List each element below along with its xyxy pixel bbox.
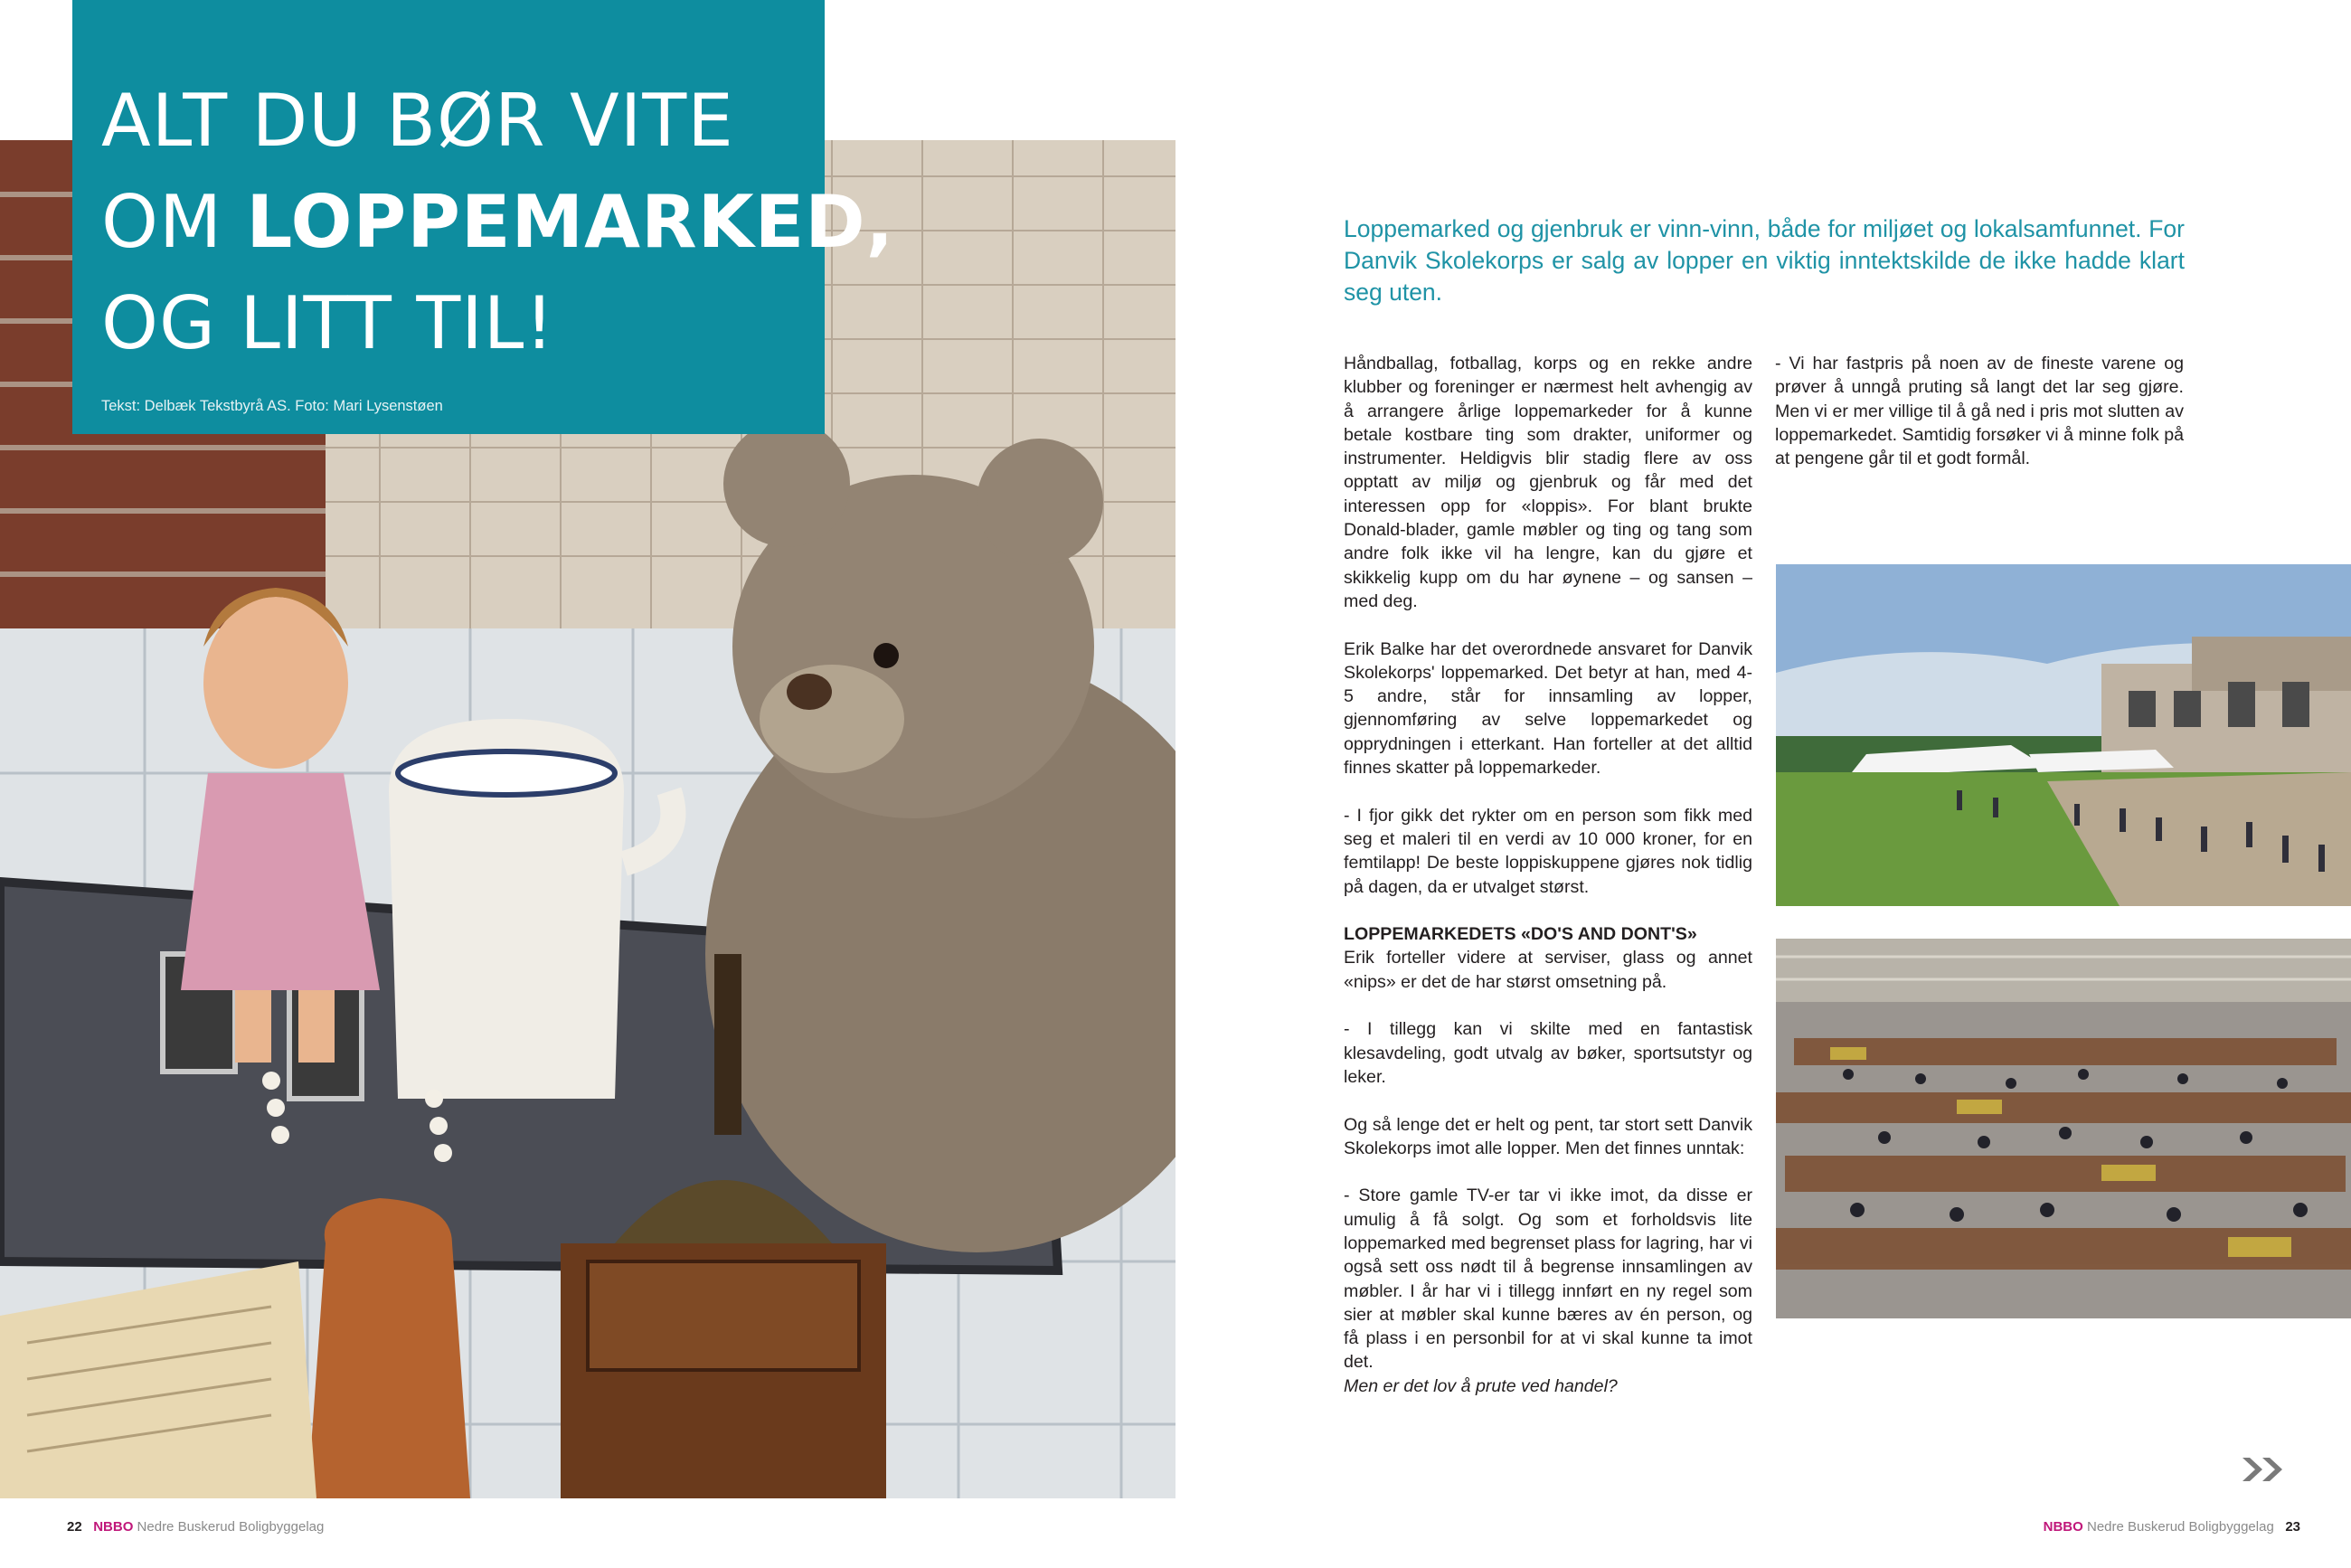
photo-indoor-illustration — [1776, 939, 2351, 1318]
body-column-left — [1344, 352, 1752, 1398]
page-number-right: 23 — [2285, 1519, 2300, 1535]
title-line-2 — [101, 172, 895, 273]
footer-brand-right: NBBO — [2043, 1519, 2083, 1535]
footer-right — [2044, 1519, 2300, 1535]
body-paragraph-3: - I fjor gikk det rykter om en person som fikk med seg et maleri til en verdi av 10 000 kroner, for en femtilapp! De beste loppiskuppene gjøres nok tidlig på dagen, da er utvalget størst. — [1344, 805, 1752, 897]
body-paragraph-7 — [1344, 1184, 1752, 1398]
body-paragraph-6: Og så lenge det er helt og pent, tar stort sett Danvik Skolekorps imot alle lopper. Men det finnes unntak: — [1344, 1114, 1752, 1158]
photo-outdoor-market — [1776, 564, 2351, 906]
section-subheading: LOPPEMARKEDETS «DO'S AND DONT'S» — [1344, 924, 1697, 945]
body-question-italic: Men er det lov å prute ved handel? — [1344, 1375, 1618, 1396]
double-chevron-right-icon — [2241, 1456, 2288, 1483]
body-paragraph-5: - I tillegg kan vi skilte med en fantastisk klesavdeling, godt utvalg av bøker, sportsutstyr og leker. — [1344, 1019, 1752, 1087]
footer-brand-left: NBBO — [93, 1519, 134, 1535]
body-paragraph-1: Håndballag, fotballag, korps og en rekke andre klubber og foreninger er nærmest helt avhengig av å arrangere årlige loppemarkeder for å kunne betale kostbare ting som drakter, uniformer og instrumenter. Heldigvis blir stadig flere av oss opptatt av miljø og gjenbruk og får med det interessen opp for «loppis». For blant brukte Donald-blader, gamle møbler og ting og tang som andre folk ikke vil ha lengre, kan du gjøre et skikkelig kupp om du har øynene – og sansen – med deg. — [1344, 354, 1752, 611]
title-line-3: OG LITT TIL! — [101, 281, 555, 365]
page-number-left: 22 — [67, 1519, 82, 1535]
photo-indoor-market — [1776, 939, 2351, 1318]
lead-paragraph: Loppemarked og gjenbruk er vinn-vinn, både for miljøet og lokalsamfunnet. For Danvik Skolekorps er salg av lopper en viktig inntektskilde de ikke hadde klart seg uten. — [1344, 215, 2185, 306]
title-line-1: ALT DU BØR VITE — [101, 79, 734, 163]
body-paragraph-7-text: - Store gamle TV-er tar vi ikke imot, da disse er umulig å få solgt. Og som et forholdsvis lite loppemarked med begrenset plass for lagring, har vi også sett oss nødt til å begrense innsamlingen av møbler. I år har vi i tillegg innført en ny regel som sier at møbler skal kunne bæres av én person, og få plass i en personbil for at vi skal kunne ta imot det. — [1344, 1185, 1752, 1373]
footer-org-right: Nedre Buskerud Boligbyggelag — [2086, 1519, 2274, 1535]
photo-outdoor-illustration — [1776, 564, 2351, 906]
body-paragraph-8: - Vi har fastpris på noen av de fineste varene og prøver å unngå pruting så langt det lar seg gjøre. Men vi er mer villige til å gå ned i pris mot slutten av loppemarkedet. Samtidig forsøker vi å minne folk på at pengene går til et godt formål. — [1775, 354, 2184, 469]
title-block — [72, 0, 895, 434]
body-paragraph-4: Erik forteller videre at serviser, glass og annet «nips» er det de har størst omsetning på. — [1344, 948, 1752, 992]
footer-left — [67, 1519, 324, 1535]
article-credit: Tekst: Delbæk Tekstbyrå AS. Foto: Mari Lysenstøen — [101, 398, 443, 414]
footer-org-left: Nedre Buskerud Boligbyggelag — [137, 1519, 325, 1535]
title-keyword: LOPPEMARKED, — [246, 180, 895, 264]
title-line-2-prefix: OM — [101, 180, 247, 264]
body-column-right — [1775, 352, 2184, 495]
body-paragraph-2: Erik Balke har det overordnede ansvaret for Danvik Skolekorps' loppemarked. Det betyr at han, med 4-5 andre, står for innsamling av lopper, gjennomføring av selve loppemarkedet og opprydningen i etterkant. Han forteller at det alltid finnes skatter på loppemarkeder. — [1344, 638, 1752, 779]
